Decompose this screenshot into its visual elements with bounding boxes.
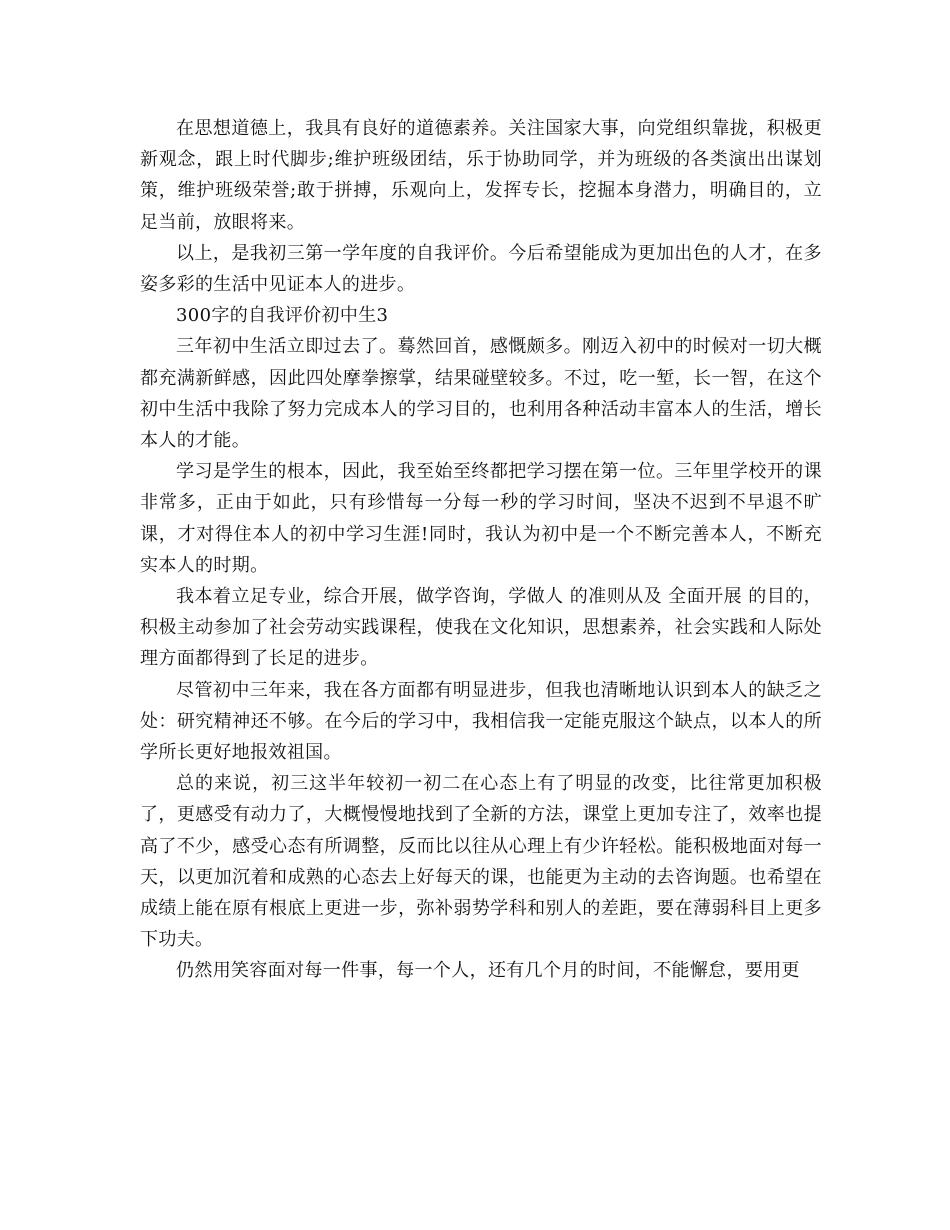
paragraph-study: 学习是学生的根本，因此，我至始至终都把学习摆在第一位。三年里学校开的课非常多，正由于如此，只有珍惜每一分每一秒的学习时间，坚决不迟到不早退不旷课，才对得住本人的初中学习生涯!同时，我认为初中是一个不断完善本人，不断充实本人的时期。 xyxy=(140,461,822,576)
paragraph-shortcomings: 尽管初中三年来，我在各方面都有明显进步，但我也清晰地认识到本人的缺乏之处：研究精神还不够。在今后的学习中，我相信我一定能克服这个缺点，以本人的所学所长更好地报效祖国。 xyxy=(140,679,822,764)
paragraph-moral-character: 在思想道德上，我具有良好的道德素养。关注国家大事，向党组织靠拢，积极更新观念，跟上时代脚步;维护班级团结，乐于协助同学，并为班级的各类演出出谋划策，维护班级荣誉;敢于拼搏，乐观向上，发挥专长，挖掘本身潜力，明确目的，立足当前，放眼将来。 xyxy=(140,118,822,233)
document-body xyxy=(140,113,822,987)
section-heading: 300字的自我评价初中生3 xyxy=(176,305,389,327)
paragraph-overall: 总的来说，初三这半年较初一初二在心态上有了明显的改变，比往常更加积极了，更感受有动力了，大概慢慢地找到了全新的方法，课堂上更加专注了，效率也提高了不少，感受心态有所调整，反而比以往从心理上有少许轻松。能积极地面对每一天，以更加沉着和成熟的心态去上好每天的课，也能更为主动的去咨询题。也希望在成绩上能在原有根底上更进一步，弥补弱势学科和别人的差距，要在薄弱科目上更多下功夫。 xyxy=(140,773,822,951)
paragraph-closing: 仍然用笑容面对每一件事，每一个人，还有几个月的时间，不能懈怠，要用更 xyxy=(176,960,800,982)
paragraph-three-years: 三年初中生活立即过去了。蓦然回首，感慨颇多。刚迈入初中的时候对一切大概都充满新鲜感，因此四处摩拳擦掌，结果碰壁较多。不过，吃一堑，长一智，在这个初中生活中我除了努力完成本人的学习目的，也利用各种活动丰富本人的生活，增长本人的才能。 xyxy=(140,336,822,452)
paragraph-principles: 我本着立足专业，综合开展，做学咨询，学做人 的准则从及 全面开展 的目的，积极主动参加了社会劳动实践课程，使我在文化知识，思想素养，社会实践和人际处理方面都得到了长足的进步。 xyxy=(140,586,822,670)
paragraph-summary: 以上，是我初三第一学年度的自我评价。今后希望能成为更加出色的人才，在多姿多彩的生活中见证本人的进步。 xyxy=(140,242,822,296)
